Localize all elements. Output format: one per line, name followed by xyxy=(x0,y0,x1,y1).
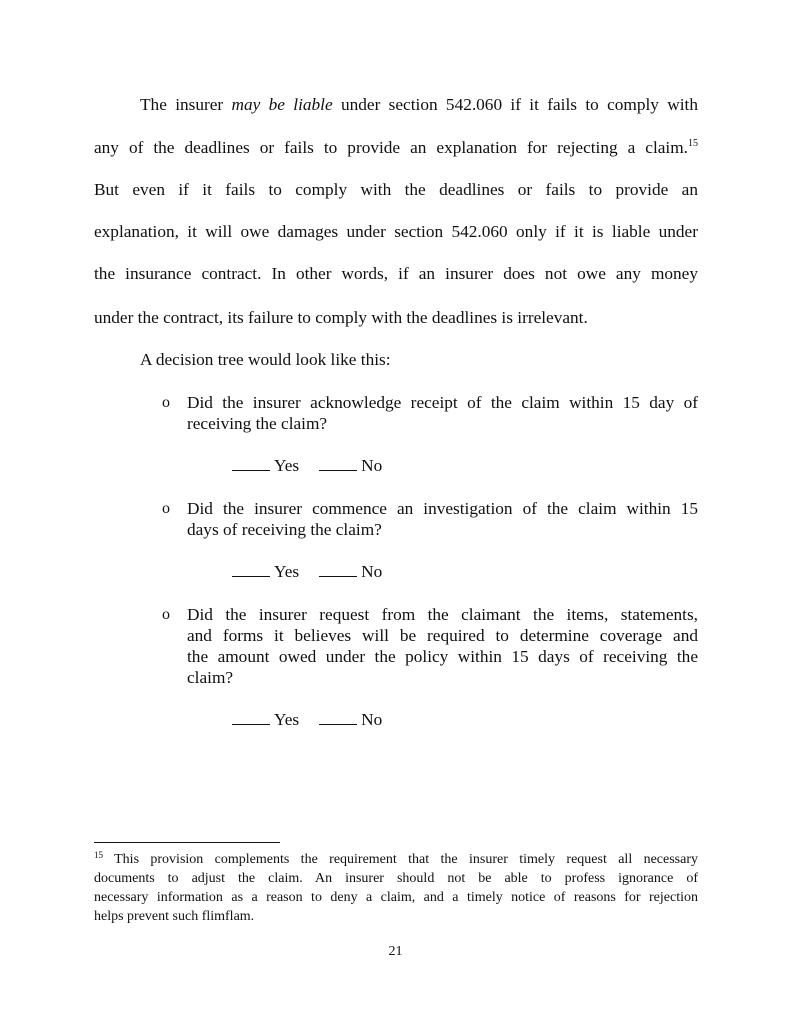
question-line: and forms it believes will be required to determine coverage and xyxy=(187,626,698,645)
question-2 xyxy=(187,498,698,540)
question-line: Did the insurer request from the claimant the items, statements, xyxy=(187,605,698,624)
footnote-line: helps prevent such flimflam. xyxy=(94,909,255,924)
footnote-15 xyxy=(94,850,698,926)
no-label: No xyxy=(361,562,383,581)
answer-options-1 xyxy=(232,455,382,477)
paragraph-1-line-4: explanation, it will owe damages under section 542.060 only if it is liable under xyxy=(94,222,698,241)
answer-options-3 xyxy=(232,709,382,731)
question-line: days of receiving the claim? xyxy=(187,520,382,539)
paragraph-1-line-3: But even if it fails to comply with the deadlines or fails to provide an xyxy=(94,180,698,199)
footnote-marker: 15 xyxy=(94,850,103,860)
question-line: claim? xyxy=(187,668,234,687)
footnote-reference[interactable]: 15 xyxy=(688,138,698,149)
yes-label: Yes xyxy=(274,710,300,729)
question-line: Did the insurer acknowledge receipt of the claim within 15 day of xyxy=(187,393,698,412)
question-line: the amount owed under the policy within 15 days of receiving the xyxy=(187,647,698,666)
yes-label: Yes xyxy=(274,562,300,581)
paragraph-2: A decision tree would look like this: xyxy=(140,350,391,369)
question-line: Did the insurer commence an investigation of the claim within 15 xyxy=(187,499,698,518)
question-1 xyxy=(187,392,698,434)
paragraph-1-line-2 xyxy=(94,137,698,159)
no-blank[interactable] xyxy=(319,562,357,577)
question-3 xyxy=(187,604,698,688)
yes-blank[interactable] xyxy=(232,710,270,725)
footnote-line: necessary information as a reason to deny a claim, and a timely notice of reasons for rejection xyxy=(94,890,698,905)
no-label: No xyxy=(361,710,383,729)
bullet-marker: o xyxy=(162,394,170,411)
yes-blank[interactable] xyxy=(232,562,270,577)
page-number: 21 xyxy=(388,944,403,959)
footnote-separator xyxy=(94,842,280,843)
text-run: any of the deadlines or fails to provide an explanation for rejecting a claim. xyxy=(94,138,688,157)
no-blank[interactable] xyxy=(319,456,357,471)
text-run: The insurer xyxy=(140,95,232,114)
answer-options-2 xyxy=(232,561,382,583)
no-blank[interactable] xyxy=(319,710,357,725)
paragraph-1-line-1 xyxy=(140,94,698,116)
footnote-line xyxy=(94,850,698,869)
emphasis-text: may be liable xyxy=(231,95,333,114)
paragraph-1-line-6: under the contract, its failure to comply with the deadlines is irrelevant. xyxy=(94,308,588,327)
paragraph-1-line-5: the insurance contract. In other words, if an insurer does not owe any money xyxy=(94,264,698,283)
question-line: receiving the claim? xyxy=(187,414,328,433)
no-label: No xyxy=(361,456,383,475)
text-run: This provision complements the requirement that the insurer timely request all necessary xyxy=(103,852,698,867)
footnote-line: documents to adjust the claim. An insurer should not be able to profess ignorance of xyxy=(94,871,698,886)
text-run: under section 542.060 if it fails to comply with xyxy=(332,95,698,114)
yes-label: Yes xyxy=(274,456,300,475)
yes-blank[interactable] xyxy=(232,456,270,471)
bullet-marker: o xyxy=(162,500,170,517)
bullet-marker: o xyxy=(162,606,170,623)
